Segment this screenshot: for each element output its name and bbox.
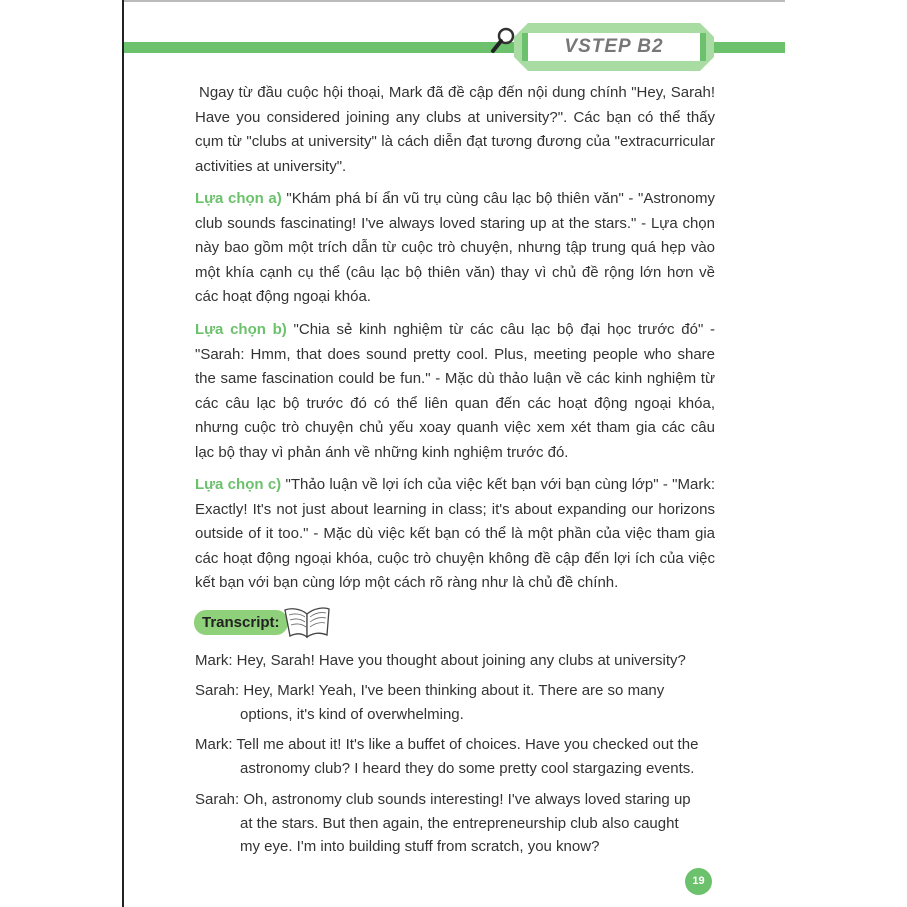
- page-top-border: [122, 0, 785, 2]
- transcript-line-continued: options, it's kind of overwhelming.: [240, 706, 464, 723]
- option-a-paragraph: [195, 187, 715, 310]
- paragraph-text: "Thảo luận về lợi ích của việc kết bạn với bạn cùng lớp" - "Mark: Exactly! It's not just about learning in class; it's about expanding our horizons outside of it too." - Mặc dù việc kết bạn có thể là một phần của việc tham gia các hoạt động ngoại khóa, cuộc trò chuyện không đề cập đến lợi ích của việc kết bạn với bạn cùng lớp một cách rõ ràng như là chủ đề chính.: [195, 476, 715, 592]
- intro-paragraph: [195, 81, 715, 179]
- magnifier-icon: [490, 26, 516, 54]
- transcript-line: Sarah: Hey, Mark! Yeah, I've been thinking about it. There are so many: [195, 682, 665, 699]
- option-label: Lựa chọn c): [195, 476, 282, 493]
- transcript-heading: Transcript:: [194, 610, 288, 635]
- option-label: Lựa chọn a): [195, 190, 282, 207]
- option-b-paragraph: [195, 318, 715, 466]
- transcript-line-continued: astronomy club? I heard they do some pretty cool stargazing events.: [240, 760, 695, 777]
- transcript-line-continued: at the stars. But then again, the entrepreneurship club also caught: [240, 815, 679, 832]
- badge-label: VSTEP B2: [564, 36, 664, 57]
- paragraph-text: Ngay từ đầu cuộc hội thoại, Mark đã đề cập đến nội dung chính "Hey, Sarah! Have you considered joining any clubs at university?". Các bạn có thể thấy cụm từ "clubs at university" là cách diễn đạt tương đương của "extracurricular activities at university".: [195, 84, 715, 175]
- page-left-border: [122, 0, 124, 907]
- transcript-line-continued: my eye. I'm into building stuff from scratch, you know?: [240, 838, 600, 855]
- transcript-line: Mark: Hey, Sarah! Have you thought about joining any clubs at university?: [195, 652, 686, 669]
- paragraph-text: "Khám phá bí ẩn vũ trụ cùng câu lạc bộ thiên văn" - "Astronomy club sounds fascinating! I've always loved staring up at the stars." - Lựa chọn này bao gồm một trích dẫn từ cuộc trò chuyện, nhưng tập trung quá hẹp vào một khía cạnh cụ thể (câu lạc bộ thiên văn) thay vì chủ đề rộng lớn hơn về các hoạt động ngoại khóa.: [195, 190, 716, 306]
- paragraph-text: "Chia sẻ kinh nghiệm từ các câu lạc bộ đại học trước đó" - "Sarah: Hmm, that does sound pretty cool. Plus, meeting people who share the same fascination could be fun." - Mặc dù thảo luận về các kinh nghiệm từ các câu lạc bộ trước đó có thể liên quan đến các hoạt động ngoại khóa, nhưng cuộc trò chuyện chủ yếu xoay quanh việc xem xét tham gia các câu lạc bộ thay vì phản ánh về những kinh nghiệm trước đó.: [195, 321, 716, 461]
- transcript-line: Sarah: Oh, astronomy club sounds interesting! I've always loved staring up: [195, 791, 691, 808]
- option-label: Lựa chọn b): [195, 321, 287, 338]
- page-number: 19: [685, 868, 712, 895]
- option-c-paragraph: [195, 473, 715, 596]
- level-badge: [514, 23, 714, 71]
- transcript-line: Mark: Tell me about it! It's like a buffet of choices. Have you checked out the: [195, 736, 699, 753]
- open-book-icon: [282, 602, 332, 640]
